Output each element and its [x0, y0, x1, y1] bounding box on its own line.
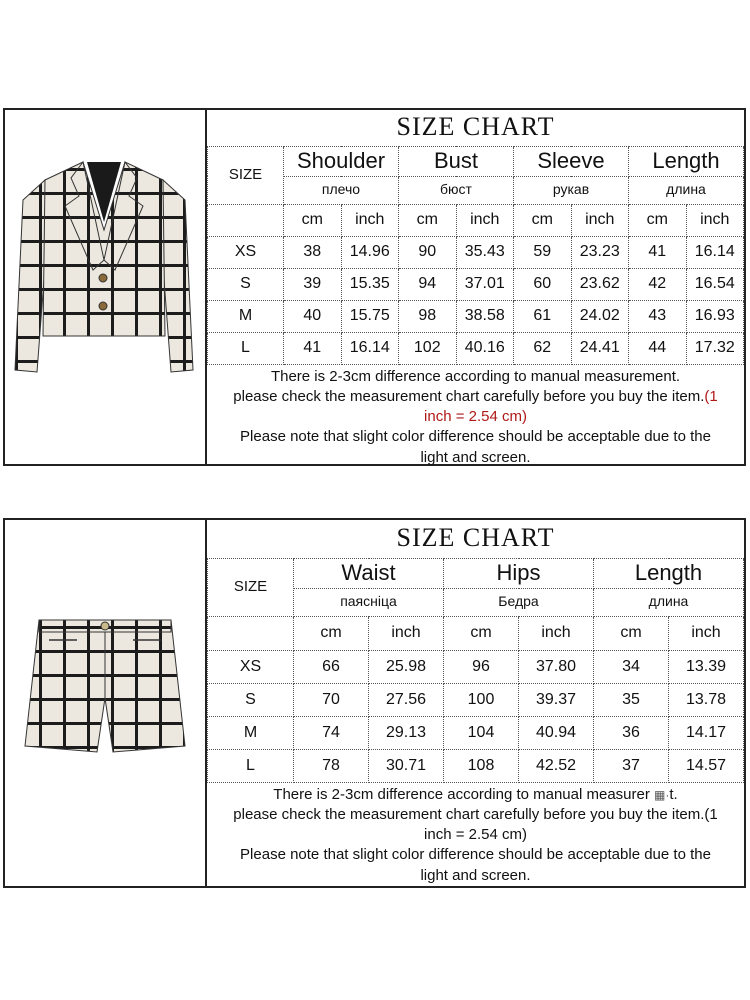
value-cell: 94 — [399, 268, 457, 300]
value-cell: 25.98 — [369, 650, 444, 683]
value-cell: 24.41 — [571, 332, 629, 364]
size-notes — [208, 782, 744, 888]
value-cell: 37.01 — [456, 268, 514, 300]
value-cell: 78 — [294, 749, 369, 782]
unit-inch: inch — [456, 204, 514, 236]
plaid-shorts-illustration — [5, 520, 203, 886]
size-cell: XS — [208, 236, 284, 268]
value-cell: 104 — [444, 716, 519, 749]
note-accent: (1 — [704, 387, 718, 405]
unit-cm: cm — [514, 204, 572, 236]
value-cell: 23.23 — [571, 236, 629, 268]
jacket-size-table — [207, 110, 744, 464]
shorts-size-panel — [3, 518, 746, 888]
value-cell: 36 — [594, 716, 669, 749]
shorts-image — [5, 520, 207, 886]
sleeve-header: Sleeve — [514, 146, 629, 176]
waist-local-header: паясніца — [294, 588, 444, 616]
size-header: SIZE — [208, 146, 284, 204]
size-cell: L — [208, 332, 284, 364]
value-cell: 43 — [629, 300, 687, 332]
note-line: Please note that slight color difference should be acceptable due to the — [240, 428, 711, 446]
shoulder-local-header: плечо — [284, 176, 399, 204]
value-cell: 42.52 — [519, 749, 594, 782]
note-line — [212, 785, 740, 805]
unit-inch: inch — [519, 616, 594, 650]
size-cell: XS — [208, 650, 294, 683]
note-text: please check the measurement chart carefully before you buy the item. — [233, 387, 705, 405]
value-cell: 30.71 — [369, 749, 444, 782]
bust-local-header: бюст — [399, 176, 514, 204]
value-cell: 34 — [594, 650, 669, 683]
value-cell: 27.56 — [369, 683, 444, 716]
value-cell: 39.37 — [519, 683, 594, 716]
value-cell: 70 — [294, 683, 369, 716]
length-local-header: длина — [629, 176, 744, 204]
sleeve-local-header: рукав — [514, 176, 629, 204]
value-cell: 15.75 — [341, 300, 399, 332]
table-row — [208, 650, 744, 683]
shorts-size-table — [207, 520, 744, 886]
value-cell: 23.62 — [571, 268, 629, 300]
value-cell: 39 — [284, 268, 342, 300]
value-cell: 29.13 — [369, 716, 444, 749]
table-row — [208, 268, 744, 300]
chart-title: SIZE CHART — [208, 110, 744, 146]
value-cell: 40 — [284, 300, 342, 332]
size-cell: L — [208, 749, 294, 782]
value-cell: 74 — [294, 716, 369, 749]
blank-cell — [208, 616, 294, 650]
value-cell: 90 — [399, 236, 457, 268]
value-cell: 60 — [514, 268, 572, 300]
note-line: please check the measurement chart carefully before you buy the item.(1 — [233, 805, 718, 823]
value-cell: 44 — [629, 332, 687, 364]
unit-cm: cm — [629, 204, 687, 236]
unit-inch: inch — [571, 204, 629, 236]
unit-cm: cm — [294, 616, 369, 650]
overlay-icon: ▦· — [654, 787, 670, 802]
value-cell: 98 — [399, 300, 457, 332]
value-cell: 41 — [284, 332, 342, 364]
value-cell: 14.96 — [341, 236, 399, 268]
value-cell: 37 — [594, 749, 669, 782]
length-header: Length — [594, 558, 744, 588]
value-cell: 13.78 — [669, 683, 744, 716]
unit-inch: inch — [369, 616, 444, 650]
value-cell: 16.14 — [686, 236, 744, 268]
value-cell: 37.80 — [519, 650, 594, 683]
hips-local-header: Бедра — [444, 588, 594, 616]
waist-header: Waist — [294, 558, 444, 588]
table-row — [208, 716, 744, 749]
note-line: There is 2-3cm difference according to manual measurement. — [270, 367, 681, 385]
unit-inch: inch — [669, 616, 744, 650]
note-line: inch = 2.54 cm) — [424, 826, 527, 843]
size-cell: S — [208, 268, 284, 300]
value-cell: 66 — [294, 650, 369, 683]
note-line: light and screen. — [420, 448, 531, 466]
value-cell: 17.32 — [686, 332, 744, 364]
unit-inch: inch — [341, 204, 399, 236]
size-cell: M — [208, 300, 284, 332]
table-row — [208, 683, 744, 716]
value-cell: 100 — [444, 683, 519, 716]
unit-cm: cm — [444, 616, 519, 650]
bust-header: Bust — [399, 146, 514, 176]
value-cell: 24.02 — [571, 300, 629, 332]
value-cell: 14.57 — [669, 749, 744, 782]
unit-cm: cm — [399, 204, 457, 236]
value-cell: 61 — [514, 300, 572, 332]
unit-inch: inch — [686, 204, 744, 236]
note-line: light and screen. — [420, 866, 531, 884]
jacket-size-panel — [3, 108, 746, 466]
size-notes — [208, 364, 744, 470]
size-header: SIZE — [208, 558, 294, 616]
value-cell: 16.14 — [341, 332, 399, 364]
note-line — [212, 387, 740, 407]
hips-header: Hips — [444, 558, 594, 588]
plaid-jacket-illustration — [5, 110, 203, 464]
value-cell: 41 — [629, 236, 687, 268]
unit-cm: cm — [284, 204, 342, 236]
value-cell: 42 — [629, 268, 687, 300]
value-cell: 38.58 — [456, 300, 514, 332]
value-cell: 13.39 — [669, 650, 744, 683]
value-cell: 40.94 — [519, 716, 594, 749]
shoulder-header: Shoulder — [284, 146, 399, 176]
value-cell: 35.43 — [456, 236, 514, 268]
value-cell: 62 — [514, 332, 572, 364]
jacket-image — [5, 110, 207, 464]
length-header: Length — [629, 146, 744, 176]
note-text: t. — [669, 785, 678, 803]
value-cell: 59 — [514, 236, 572, 268]
unit-cm: cm — [594, 616, 669, 650]
length-local-header: длина — [594, 588, 744, 616]
blank-cell — [208, 204, 284, 236]
value-cell: 102 — [399, 332, 457, 364]
size-cell: S — [208, 683, 294, 716]
table-row — [208, 332, 744, 364]
value-cell: 35 — [594, 683, 669, 716]
value-cell: 96 — [444, 650, 519, 683]
size-cell: M — [208, 716, 294, 749]
value-cell: 16.54 — [686, 268, 744, 300]
note-text: There is 2-3cm difference according to manual measurer — [273, 785, 650, 803]
value-cell: 40.16 — [456, 332, 514, 364]
value-cell: 15.35 — [341, 268, 399, 300]
table-row — [208, 236, 744, 268]
value-cell: 14.17 — [669, 716, 744, 749]
value-cell: 16.93 — [686, 300, 744, 332]
chart-title: SIZE CHART — [208, 520, 744, 558]
value-cell: 108 — [444, 749, 519, 782]
table-row — [208, 300, 744, 332]
table-row — [208, 749, 744, 782]
note-line: inch = 2.54 cm) — [424, 408, 527, 425]
note-line: Please note that slight color difference should be acceptable due to the — [240, 846, 711, 864]
value-cell: 38 — [284, 236, 342, 268]
